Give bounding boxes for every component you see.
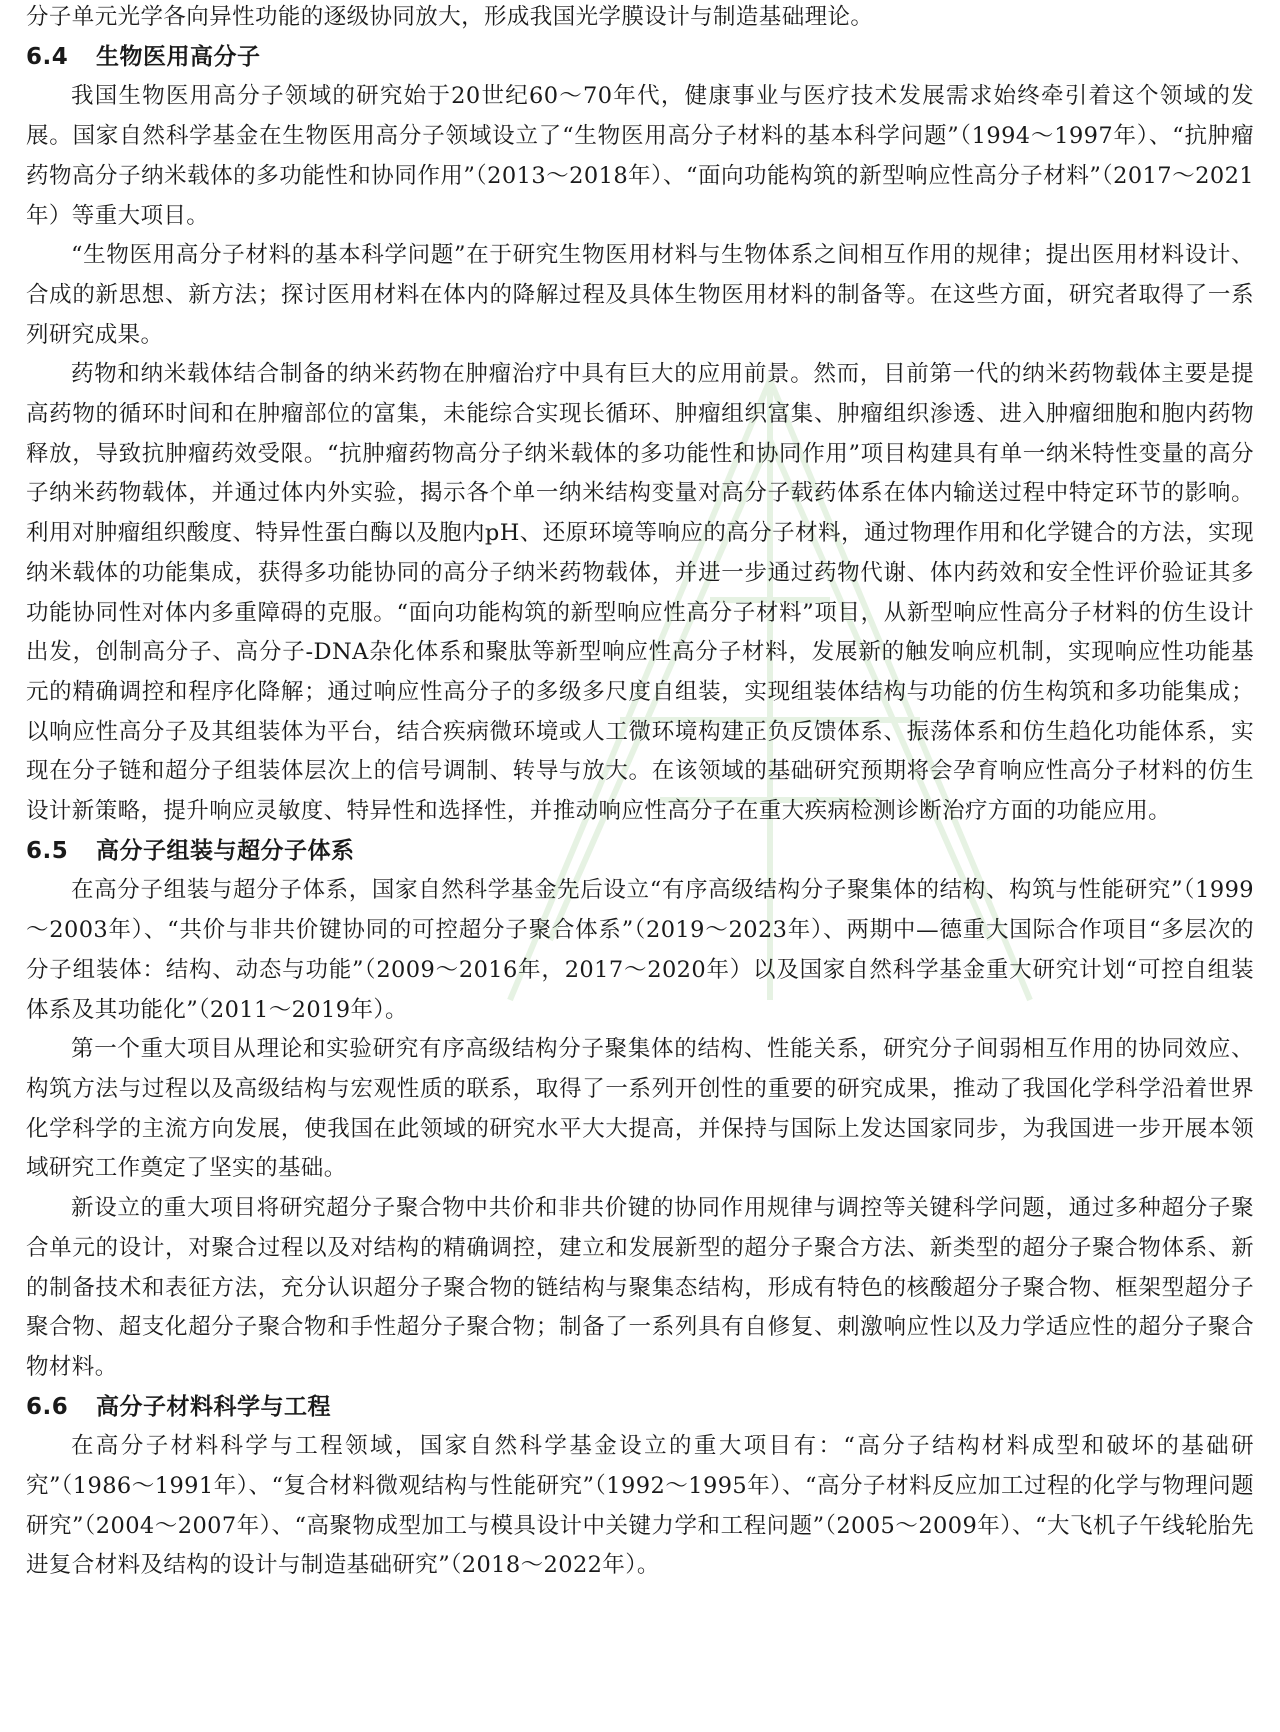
section-title: 高分子材料科学与工程 — [96, 1393, 331, 1420]
paragraph: 我国生物医用高分子领域的研究始于20世纪60～70年代，健康事业与医疗技术发展需求始终牵引着这个领域的发展。国家自然科学基金在生物医用高分子领域设立了“生物医用高分子材料的基本科学问题”（1994～1997年）、“抗肿瘤药物高分子纳米载体的多功能性和协同作用”（2013～2018年）、“面向功能构筑的新型响应性高分子材料”（2017～2021年）等重大项目。 — [26, 83, 1254, 229]
document-page — [26, 0, 1254, 1586]
section-number: 6.4 — [26, 43, 69, 70]
section-title: 高分子组装与超分子体系 — [96, 837, 355, 864]
paragraph: 在高分子材料科学与工程领域，国家自然科学基金设立的重大项目有：“高分子结构材料成型和破坏的基础研究”（1986～1991年）、“复合材料微观结构与性能研究”（1992～1995年）、“高分子材料反应加工过程的化学与物理问题研究”（2004～2007年）、“高聚物成型加工与模具设计中关键力学和工程问题”（2005～2009年）、“大飞机子午线轮胎先进复合材料及结构的设计与制造基础研究”（2018～2022年）。 — [26, 1433, 1254, 1579]
section-number: 6.6 — [26, 1393, 69, 1420]
paragraph: “生物医用高分子材料的基本科学问题”在于研究生物医用材料与生物体系之间相互作用的规律；提出医用材料设计、合成的新思想、新方法；探讨医用材料在体内的降解过程及具体生物医用材料的制备等。在这些方面，研究者取得了一系列研究成果。 — [26, 242, 1254, 348]
section-heading-6-6 — [26, 1388, 1254, 1428]
section-heading-6-5 — [26, 832, 1254, 872]
opening-line: 分子单元光学各向异性功能的逐级协同放大，形成我国光学膜设计与制造基础理论。 — [26, 4, 874, 30]
paragraph: 药物和纳米载体结合制备的纳米药物在肿瘤治疗中具有巨大的应用前景。然而，目前第一代的纳米药物载体主要是提高药物的循环时间和在肿瘤部位的富集，未能综合实现长循环、肿瘤组织富集、肿瘤组织渗透、进入肿瘤细胞和胞内药物释放，导致抗肿瘤药效受限。“抗肿瘤药物高分子纳米载体的多功能性和协同作用”项目构建具有单一纳米特性变量的高分子纳米药物载体，并通过体内外实验，揭示各个单一纳米结构变量对高分子载药体系在体内输送过程中特定环节的影响。利用对肿瘤组织酸度、特异性蛋白酶以及胞内pH、还原环境等响应的高分子材料，通过物理作用和化学键合的方法，实现纳米载体的功能集成，获得多功能协同的高分子纳米药物载体，并进一步通过药物代谢、体内药效和安全性评价验证其多功能协同性对体内多重障碍的克服。“面向功能构筑的新型响应性高分子材料”项目，从新型响应性高分子材料的仿生设计出发，创制高分子、高分子-DNA杂化体系和聚肽等新型响应性高分子材料，发展新的触发响应机制，实现响应性功能基元的精确调控和程序化降解；通过响应性高分子的多级多尺度自组装，实现组装体结构与功能的仿生构筑和多功能集成；以响应性高分子及其组装体为平台，结合疾病微环境或人工微环境构建正负反馈体系、振荡体系和仿生趋化功能体系，实现在分子链和超分子组装体层次上的信号调制、转导与放大。在该领域的基础研究预期将会孕育响应性高分子材料的仿生设计新策略，提升响应灵敏度、特异性和选择性，并推动响应性高分子在重大疾病检测诊断治疗方面的功能应用。 — [26, 361, 1254, 825]
section-heading-6-4 — [26, 38, 1254, 78]
section-title: 生物医用高分子 — [96, 43, 261, 70]
paragraph: 新设立的重大项目将研究超分子聚合物中共价和非共价键的协同作用规律与调控等关键科学问题，通过多种超分子聚合单元的设计，对聚合过程以及对结构的精确调控，建立和发展新型的超分子聚合方法、新类型的超分子聚合物体系、新的制备技术和表征方法，充分认识超分子聚合物的链结构与聚集态结构，形成有特色的核酸超分子聚合物、框架型超分子聚合物、超支化超分子聚合物和手性超分子聚合物；制备了一系列具有自修复、刺激响应性以及力学适应性的超分子聚合物材料。 — [26, 1195, 1254, 1380]
paragraph: 第一个重大项目从理论和实验研究有序高级结构分子聚集体的结构、性能关系，研究分子间弱相互作用的协同效应、构筑方法与过程以及高级结构与宏观性质的联系，取得了一系列开创性的重要的研究成果，推动了我国化学科学沿着世界化学科学的主流方向发展，使我国在此领域的研究水平大大提高，并保持与国际上发达国家同步，为我国进一步开展本领域研究工作奠定了坚实的基础。 — [26, 1036, 1254, 1182]
section-number: 6.5 — [26, 837, 69, 864]
paragraph: 在高分子组装与超分子体系，国家自然科学基金先后设立“有序高级结构分子聚集体的结构、构筑与性能研究”（1999～2003年）、“共价与非共价键协同的可控超分子聚合体系”（2019～2023年）、两期中—德重大国际合作项目“多层次的分子组装体：结构、动态与功能”（2009～2016年，2017～2020年）以及国家自然科学基金重大研究计划“可控自组装体系及其功能化”（2011～2019年）。 — [26, 877, 1254, 1023]
